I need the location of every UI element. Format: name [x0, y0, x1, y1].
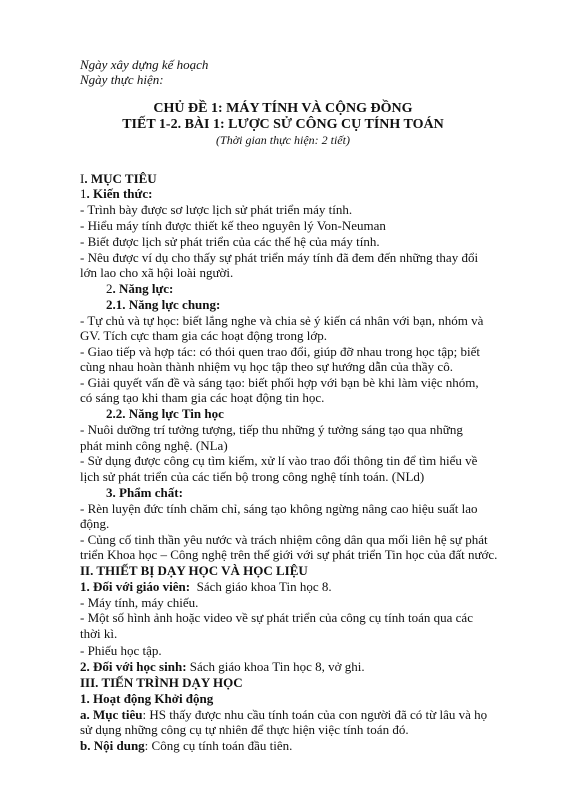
- quality-item: - Củng cố tinh thần yêu nước và trách nhiệm công dân qua mối liên hệ sự phát: [80, 532, 488, 547]
- it-skill-item: - Sử dụng được công cụ tìm kiếm, xử lí vào trao đổi thông tin để tìm hiểu về: [80, 453, 478, 468]
- it-skill-item-cont: lịch sử phát triển của các tiến bộ trong công nghệ tính toán. (NLd): [80, 469, 425, 484]
- it-skill-item: - Nuôi dưỡng trí tưởng tượng, tiếp thu những ý tưởng sáng tạo qua những: [80, 422, 463, 437]
- knowledge-item: - Trình bày được sơ lược lịch sử phát triển máy tính.: [80, 202, 353, 217]
- teacher-text: Sách giáo khoa Tin học 8.: [190, 579, 332, 594]
- section-equipment-heading: II. THIẾT BỊ DẠY HỌC VÀ HỌC LIỆU: [80, 563, 308, 578]
- knowledge-item: - Hiểu máy tính được thiết kế theo nguyên lý Von-Neuman: [80, 218, 386, 233]
- exec-date-line: Ngày thực hiện:: [80, 72, 164, 87]
- general-skill-item: - Tự chủ và tự học: biết lắng nghe và chia sẻ ý kiến cá nhân với bạn, nhóm và: [80, 313, 484, 328]
- teacher-label: 1. Đối với giáo viên:: [80, 579, 191, 594]
- section-title: . MỤC TIÊU: [84, 171, 157, 186]
- goal-label: a. Mục tiêu: [80, 707, 143, 722]
- student-label: 2. Đối với học sinh:: [80, 659, 187, 674]
- warmup-activity-heading: 1. Hoạt động Khởi động: [80, 691, 214, 706]
- goal-line-cont: sử dụng những công cụ tự nhiên để thực hiện việc tính toán đó.: [80, 722, 409, 737]
- general-skill-item: - Giải quyết vấn đề và sáng tạo: biết phối hợp với bạn bè khi làm việc nhóm,: [80, 375, 479, 390]
- general-skill-item-cont: GV. Tích cực tham gia các hoạt động trong lớp.: [80, 328, 328, 343]
- skill-number: 2: [106, 281, 113, 296]
- equipment-item: - Một số hình ảnh hoặc video về sự phát triển của công cụ tính toán qua các: [80, 610, 473, 625]
- quality-item-cont: triển Khoa học – Công nghệ trên thế giới với sự phát triển Tin học của đất nước.: [80, 547, 498, 562]
- it-skill-heading: 2.2. Năng lực Tin học: [106, 406, 224, 421]
- knowledge-number: 1: [80, 186, 87, 201]
- teacher-materials: [80, 579, 500, 594]
- content-line: [80, 738, 500, 753]
- section-process-heading: III. TIẾN TRÌNH DẠY HỌC: [80, 675, 243, 690]
- quality-item-cont: động.: [80, 516, 110, 531]
- general-skill-heading: 2.1. Năng lực chung:: [106, 297, 221, 312]
- quality-item: - Rèn luyện đức tính chăm chỉ, sáng tạo không ngừng nâng cao hiệu suất lao: [80, 501, 478, 516]
- lesson-title: TIẾT 1-2. BÀI 1: LƯỢC SỬ CÔNG CỤ TÍNH TOÁN: [122, 117, 444, 132]
- content-label: b. Nội dung: [80, 738, 145, 753]
- content-text: : Công cụ tính toán đầu tiên.: [144, 738, 293, 753]
- student-materials: [80, 659, 500, 674]
- knowledge-item: - Biết được lịch sử phát triển của các thế hệ của máy tính.: [80, 234, 380, 249]
- quality-heading: 3. Phẩm chất:: [106, 485, 183, 500]
- equipment-item-cont: thời kì.: [80, 626, 118, 641]
- general-skill-item-cont: có sáng tạo khi tham gia các hoạt động tin học.: [80, 390, 325, 405]
- goal-line: [80, 707, 500, 722]
- general-skill-item-cont: cùng nhau hoàn thành nhiệm vụ học tập theo sự hướng dẫn của thầy cô.: [80, 359, 453, 374]
- knowledge-heading: [80, 186, 500, 201]
- it-skill-item-cont: phát minh công nghệ. (NLa): [80, 438, 228, 453]
- skill-heading: [106, 281, 526, 296]
- general-skill-item: - Giao tiếp và hợp tác: có thói quen trao đổi, giúp đỡ nhau trong học tập; biết: [80, 344, 481, 359]
- equipment-item: - Máy tính, máy chiếu.: [80, 595, 199, 610]
- build-date-line: Ngày xây dựng kế hoạch: [80, 57, 209, 72]
- knowledge-item: - Nêu được ví dụ cho thấy sự phát triển máy tính đã đem đến những thay đổi: [80, 250, 479, 265]
- student-text: Sách giáo khoa Tin học 8, vở ghi.: [186, 659, 365, 674]
- knowledge-title: . Kiến thức:: [86, 186, 153, 201]
- knowledge-item-cont: lớn lao cho xã hội loài người.: [80, 265, 234, 280]
- topic-title: CHỦ ĐỀ 1: MÁY TÍNH VÀ CỘNG ĐỒNG: [153, 101, 413, 116]
- skill-title: . Năng lực:: [112, 281, 174, 296]
- section-objectives-heading: [80, 171, 500, 186]
- equipment-item: - Phiếu học tập.: [80, 643, 162, 658]
- goal-text: : HS thấy được nhu cầu tính toán của con người đã có từ lâu và họ: [142, 707, 488, 722]
- duration-note: (Thời gian thực hiện: 2 tiết): [216, 133, 350, 147]
- section-number: I: [80, 171, 85, 186]
